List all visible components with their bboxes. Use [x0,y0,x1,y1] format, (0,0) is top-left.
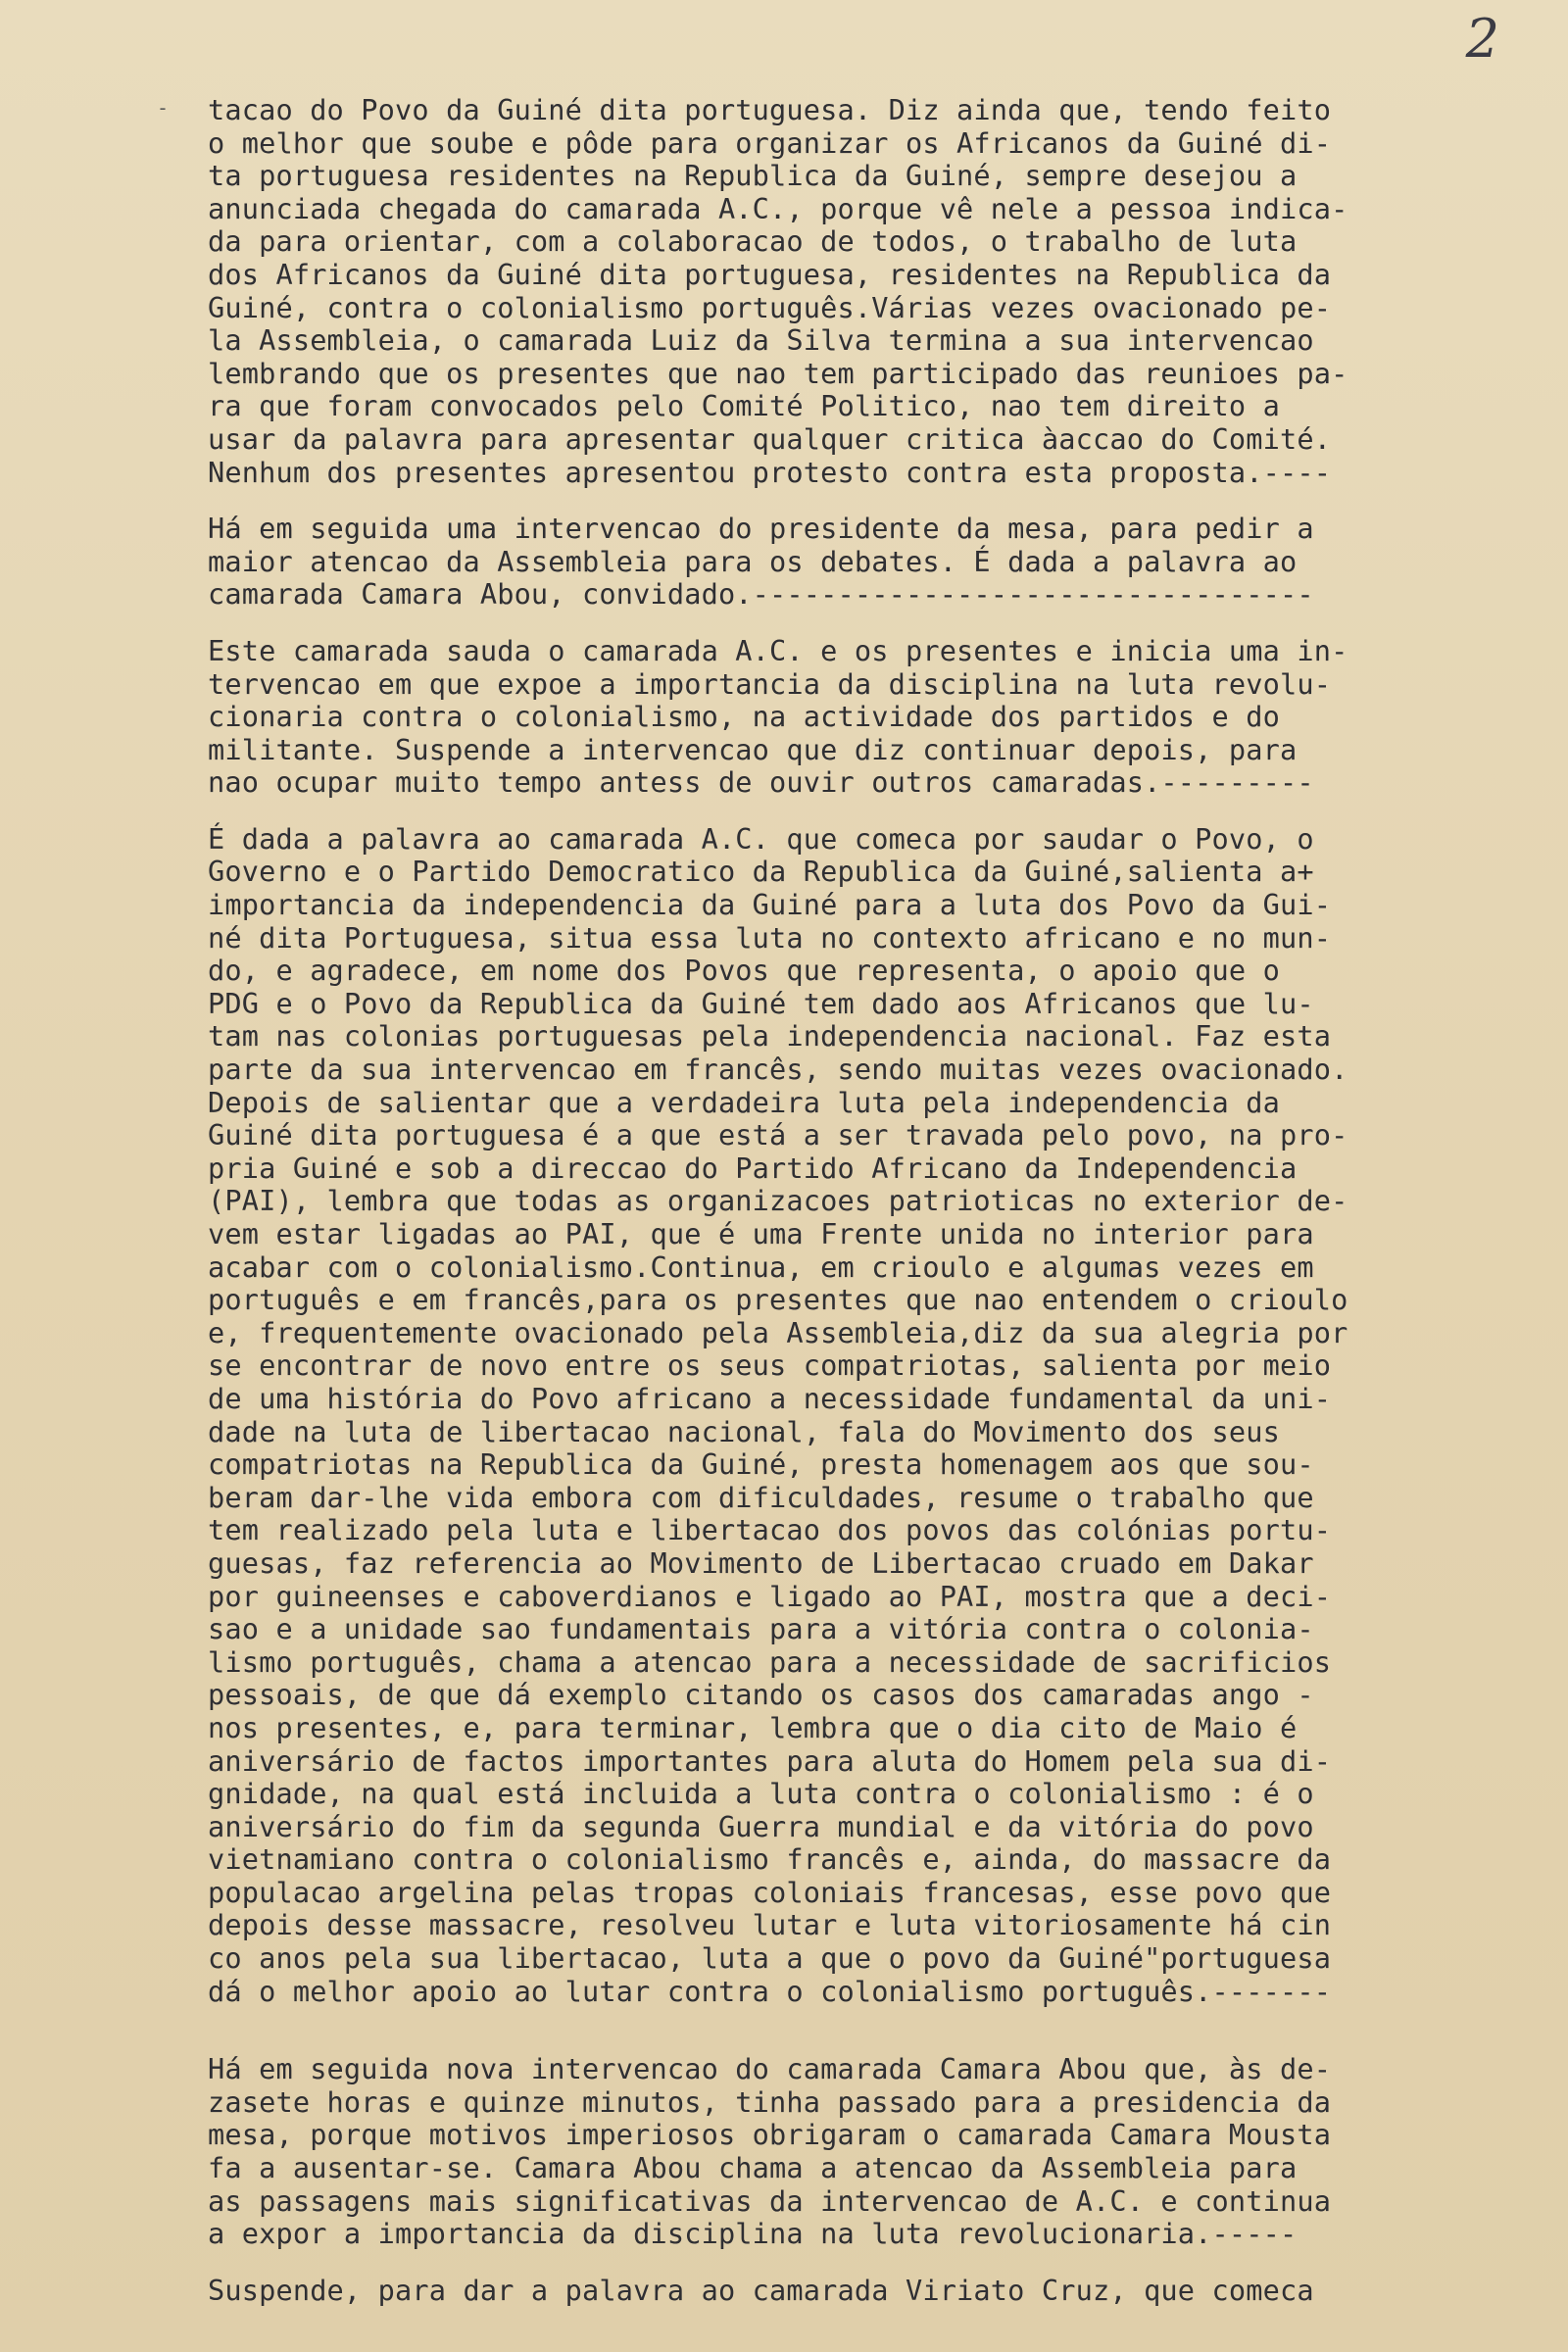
text-line: Guiné dita portuguesa é a que está a ser travada pelo povo, na pro- [208,1118,1348,1152]
paragraph [208,635,1550,800]
paragraph-gap [208,612,1550,635]
text-line: português e em francês,para os presentes que nao entendem o crioulo [208,1283,1348,1317]
text-line: pria Guiné e sob a direccao do Partido Africano da Independencia [208,1151,1298,1185]
text-line: guesas, faz referencia ao Movimento de Libertacao cruado em Dakar [208,1545,1314,1580]
text-line: depois desse massacre, resolveu lutar e luta vitoriosamente há cin [208,1908,1332,1942]
text-line: do, e agradece, em nome dos Povos que representa, o apoio que o [208,954,1280,988]
page-number: 2 [1465,8,1499,70]
text-line: Há em seguida nova intervencao do camarada Camara Abou que, às de- [208,2052,1332,2086]
text-line: compatriotas na Republica da Guiné, presta homenagem aos que sou- [208,1447,1314,1482]
text-line: tam nas colonias portuguesas pela independencia nacional. Faz esta [208,1019,1332,1054]
text-line: dos Africanos da Guiné dita portuguesa, residentes na Republica da [208,257,1332,291]
text-line: la Assembleia, o camarada Luiz da Silva termina a sua intervencao [208,323,1314,358]
text-line: aniversário de factos importantes para aluta do Homem pela sua di- [208,1743,1332,1778]
text-line: Suspende, para dar a palavra ao camarada Viriato Cruz, que comeca [208,2273,1314,2307]
text-line: né dita Portuguesa, situa essa luta no contexto africano e no mun- [208,920,1332,955]
paragraph [208,2275,1550,2308]
text-line: (PAI), lembra que todas as organizacoes patrioticas no exterior de- [208,1184,1348,1218]
text-line: e, frequentemente ovacionado pela Assembleia,diz da sua alegria por [208,1315,1348,1349]
text-line: Depois de salientar que a verdadeira luta pela independencia da [208,1085,1280,1119]
text-line: militante. Suspende a intervencao que diz continuar depois, para [208,732,1298,766]
text-line: Nenhum dos presentes apresentou protesto contra esta proposta.---- [208,455,1332,489]
text-line: camarada Camara Abou, convidado.--------------------------------- [208,577,1314,612]
text-line: beram dar-lhe vida embora com dificuldades, resume o trabalho que [208,1480,1314,1514]
text-line: da para orientar, com a colaboracao de todos, o trabalho de luta [208,224,1298,259]
text-line: dá o melhor apoio ao lutar contra o colonialismo português.------- [208,1974,1332,2008]
paragraph [208,823,1550,2008]
text-line: tacao do Povo da Guiné dita portuguesa. Diz ainda que, tendo feito [208,93,1332,126]
text-line: populacao argelina pelas tropas coloniais francesas, esse povo que [208,1875,1332,1909]
text-line: vem estar ligadas ao PAI, que é uma Frente unida no interior para [208,1217,1314,1250]
text-line: dade na luta de libertacao nacional, fala do Movimento dos seus [208,1414,1280,1448]
text-line: PDG e o Povo da Republica da Guiné tem dado aos Africanos que lu- [208,986,1314,1020]
text-line: por guineenses e caboverdianos e ligado ao PAI, mostra que a deci- [208,1579,1332,1613]
paragraph [208,513,1550,612]
text-line: co anos pela sua libertacao, luta a que o povo da Guiné"portuguesa [208,1941,1332,1976]
text-line: fa a ausentar-se. Camara Abou chama a atencao da Assembleia para [208,2151,1298,2185]
text-line: vietnamiano contra o colonialismo francês e, ainda, do massacre da [208,1842,1332,1877]
text-line: cionaria contra o colonialismo, na actividade dos partidos e do [208,700,1280,734]
paragraph-gap [208,489,1550,513]
text-line: aniversário do fim da segunda Guerra mundial e da vitória do povo [208,1809,1314,1843]
text-line: zasete horas e quinze minutos, tinha passado para a presidencia da [208,2084,1332,2119]
text-line: ta portuguesa residentes na Republica da Guiné, sempre desejou a [208,159,1298,193]
text-line: tem realizado pela luta e libertacao dos povos das colónias portu- [208,1513,1332,1547]
typed-text-body [208,94,1550,2307]
text-line: lembrando que os presentes que nao tem participado das reunioes pa- [208,356,1348,390]
text-line: Guiné, contra o colonialismo português.Várias vezes ovacionado pe- [208,290,1332,324]
text-line: É dada a palavra ao camarada A.C. que comeca por saudar o Povo, o [208,821,1314,856]
text-line: a expor a importancia da disciplina na luta revolucionaria.----- [208,2217,1298,2251]
text-line: importancia da independencia da Guiné para a luta dos Povo da Gui- [208,888,1332,922]
text-line: gnidade, na qual está incluida a luta contra o colonialismo : é o [208,1777,1314,1811]
paragraph-gap [208,800,1550,823]
text-line: maior atencao da Assembleia para os debates. É dada a palavra ao [208,544,1298,578]
text-line: nao ocupar muito tempo antess de ouvir outros camaradas.--------- [208,765,1314,800]
text-line: nos presentes, e, para terminar, lembra que o dia cito de Maio é [208,1710,1298,1744]
text-line: sao e a unidade sao fundamentais para a vitória contra o colonia- [208,1612,1314,1646]
text-line: ra que foram convocados pelo Comité Politico, nao tem direito a [208,389,1280,423]
paragraph [208,2053,1550,2251]
text-line: de uma história do Povo africano a necessidade fundamental da uni- [208,1381,1332,1415]
text-line: as passagens mais significativas da intervencao de A.C. e continua [208,2183,1332,2218]
margin-mark: - [157,96,170,120]
text-line: anunciada chegada do camarada A.C., porque vê nele a pessoa indica- [208,191,1348,225]
text-line: se encontrar de novo entre os seus compatriotas, salienta por meio [208,1348,1332,1383]
paragraph-gap [208,2251,1550,2275]
text-line: mesa, porque motivos imperiosos obrigaram o camarada Camara Mousta [208,2118,1332,2152]
text-line: tervencao em que expoe a importancia da disciplina na luta revolu- [208,666,1332,701]
text-line: usar da palavra para apresentar qualquer critica àaccao do Comité. [208,421,1332,456]
text-line: Este camarada sauda o camarada A.C. e os presentes e inicia uma in- [208,633,1348,667]
text-line: parte da sua intervencao em francês, sendo muitas vezes ovacionado. [208,1053,1348,1087]
text-line: acabar com o colonialismo.Continua, em crioulo e algumas vezes em [208,1250,1314,1284]
text-line: o melhor que soube e pôde para organizar os Africanos da Guiné di- [208,125,1332,160]
text-line: Há em seguida uma intervencao do presidente da mesa, para pedir a [208,512,1314,546]
paragraph-gap [208,2008,1550,2053]
paragraph [208,94,1550,489]
text-line: pessoais, de que dá exemplo citando os casos dos camaradas ango - [208,1678,1314,1712]
text-line: lismo português, chama a atencao para a necessidade de sacrificios [208,1644,1332,1679]
text-line: Governo e o Partido Democratico da Republica da Guiné,salienta a+ [208,855,1314,889]
